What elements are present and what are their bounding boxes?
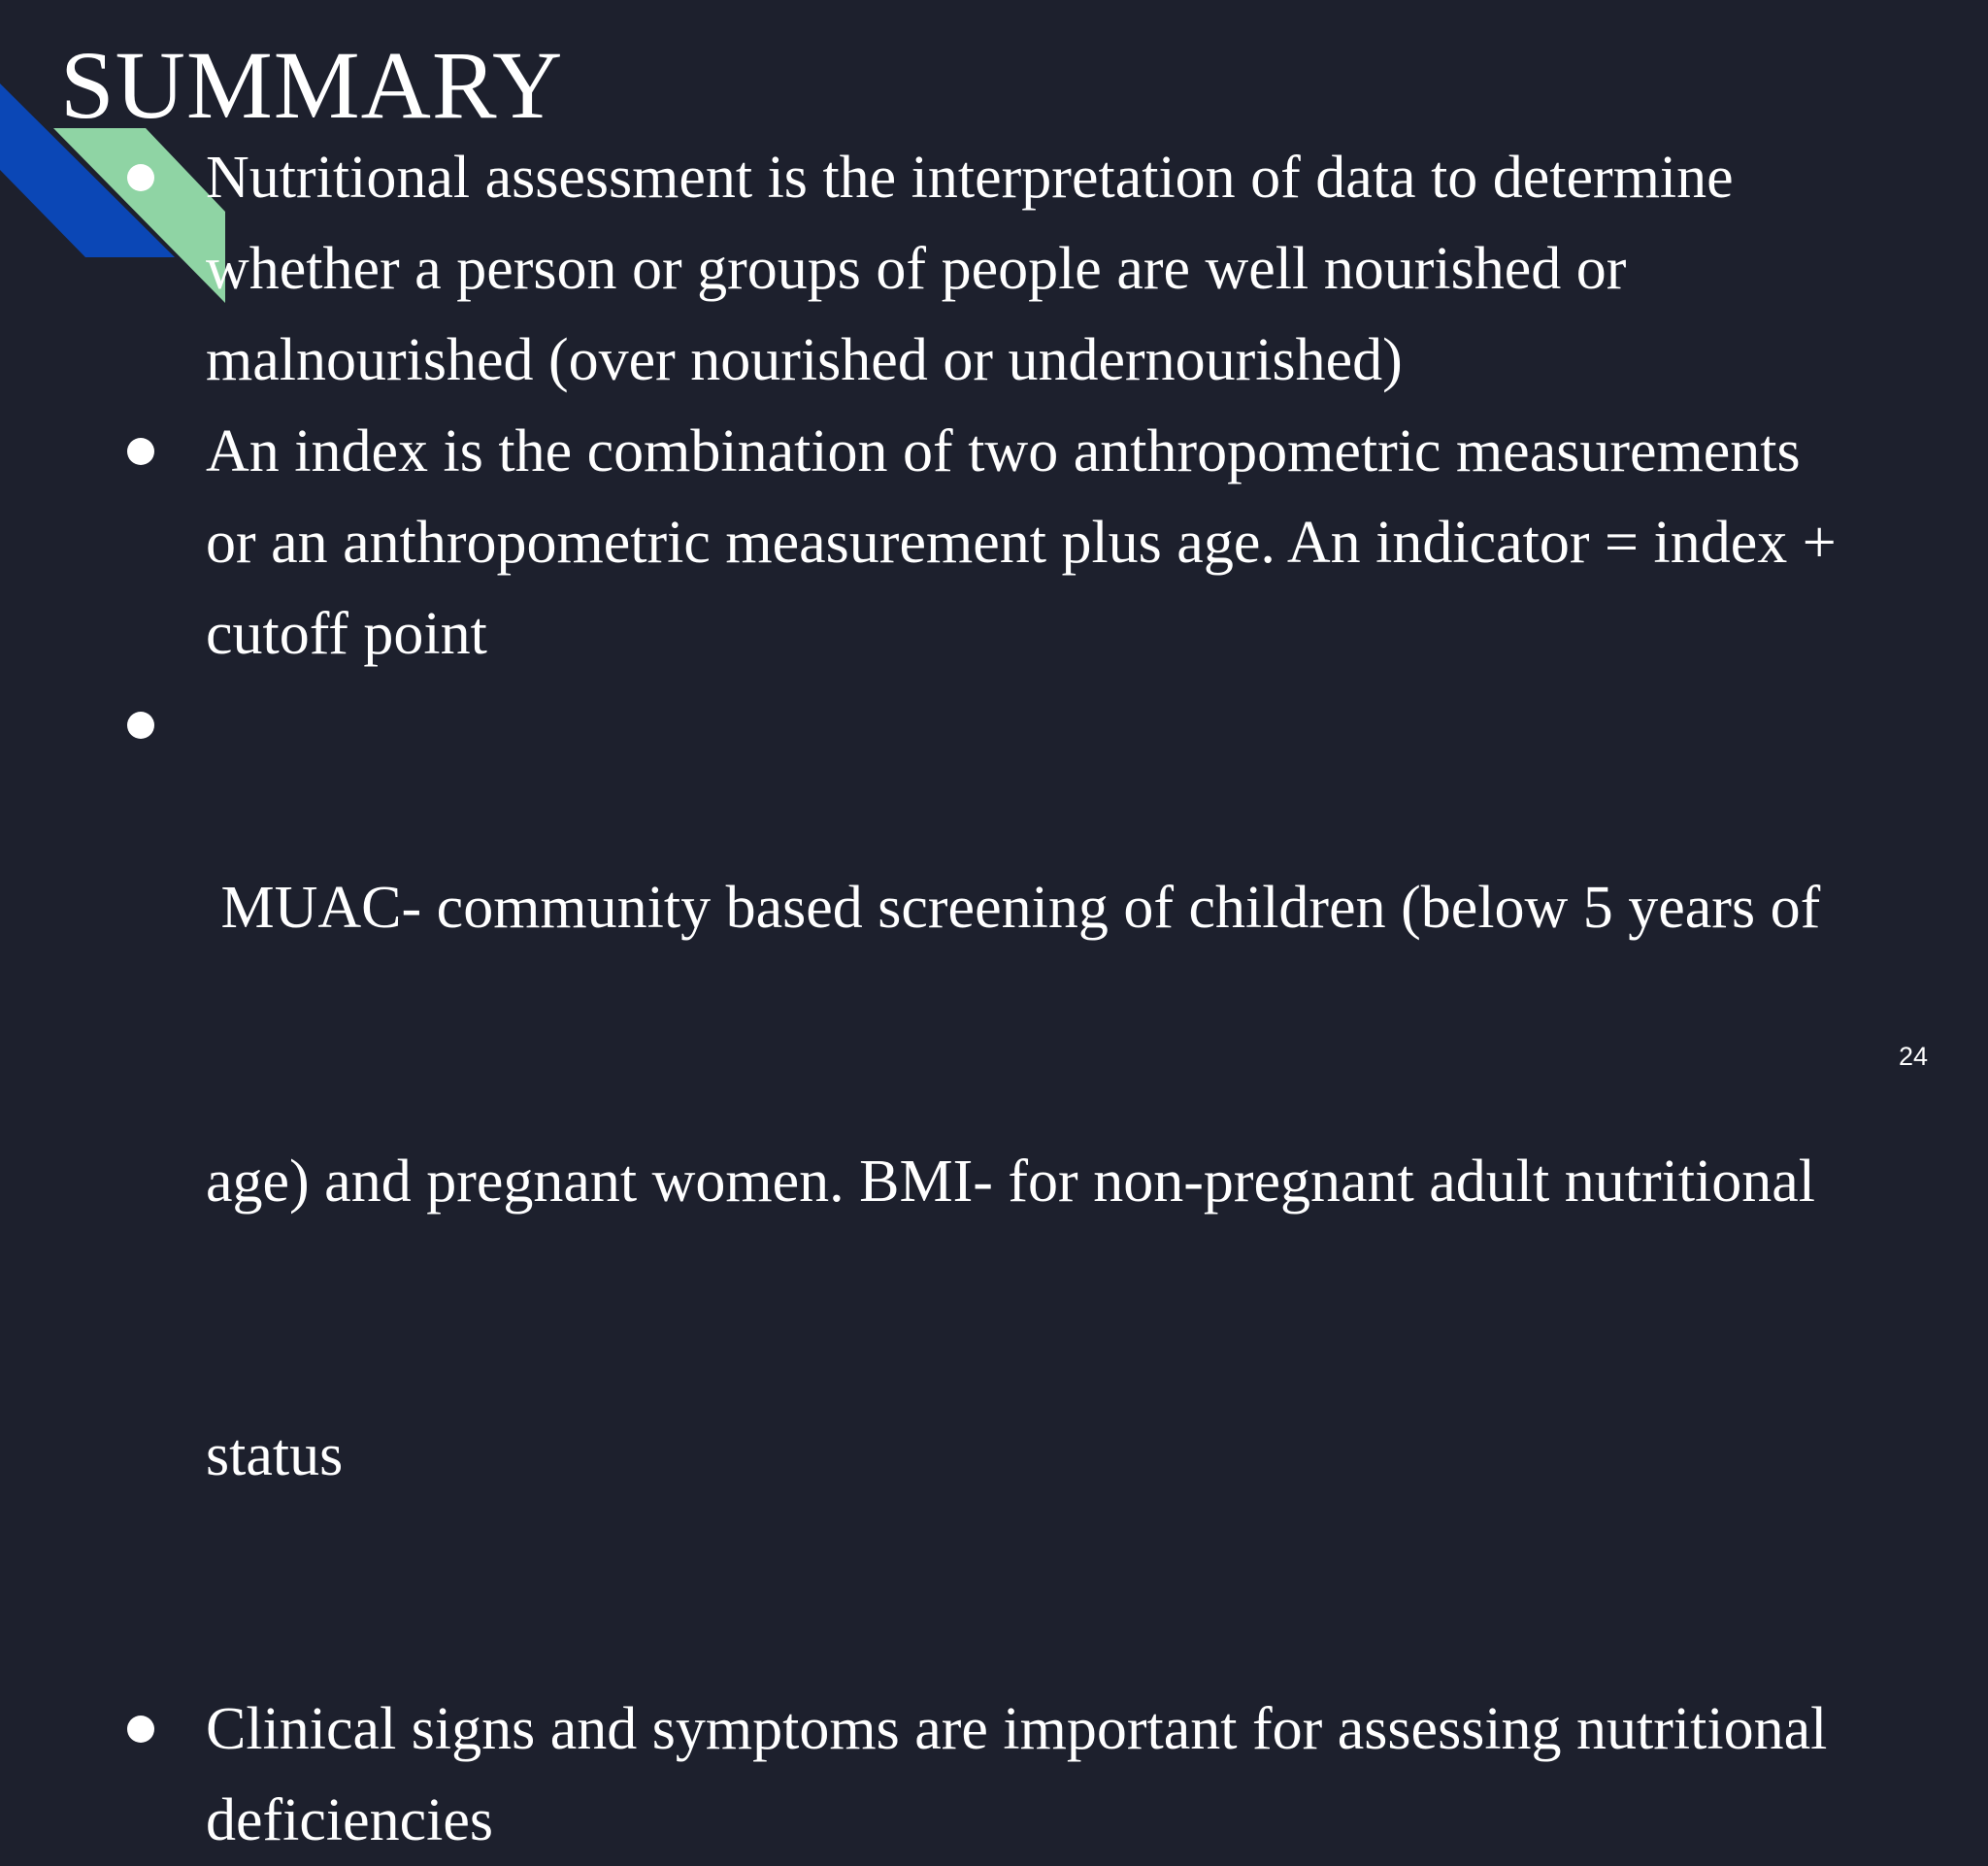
bullet-dot-icon: [127, 164, 154, 191]
bullet-text: [206, 406, 1988, 680]
bullet-line: age) and pregnant women. BMI- for non-pregnant adult nutritional: [206, 1149, 1816, 1215]
bullet-text: [206, 1683, 1988, 1866]
bullet-line: MUAC- community based screening of children (below 5 years of: [206, 875, 1821, 941]
bullet-index-definition: [0, 406, 1988, 680]
bullet-line: cutoff point: [206, 601, 487, 667]
bullet-clinical-signs: [0, 1683, 1988, 1866]
bullet-text: [206, 680, 1988, 1683]
bullet-line: malnourished (over nourished or undernourished): [206, 327, 1403, 393]
bullet-muac-bmi: [0, 680, 1988, 1683]
bullet-dot-icon: [127, 438, 154, 465]
bullet-text: [206, 132, 1988, 406]
slide-title: SUMMARY: [60, 31, 564, 139]
page-number: 24: [1898, 1042, 1928, 1071]
bullet-dot-icon: [127, 1716, 154, 1743]
bullet-line: status: [206, 1422, 344, 1488]
bullet-line: deficiencies: [206, 1787, 494, 1853]
bullet-nutritional-assessment: [0, 132, 1988, 406]
bullet-line: or an anthropometric measurement plus age. An indicator = index +: [206, 510, 1837, 576]
summary-bullet-list: [0, 132, 1988, 1866]
bullet-line: Nutritional assessment is the interpretation of data to determine: [206, 145, 1734, 211]
bullet-line: An index is the combination of two anthropometric measurements: [206, 418, 1801, 484]
bullet-line: whether a person or groups of people are well nourished or: [206, 236, 1627, 302]
bullet-dot-icon: [127, 712, 154, 739]
bullet-line: Clinical signs and symptoms are important for assessing nutritional: [206, 1696, 1828, 1762]
